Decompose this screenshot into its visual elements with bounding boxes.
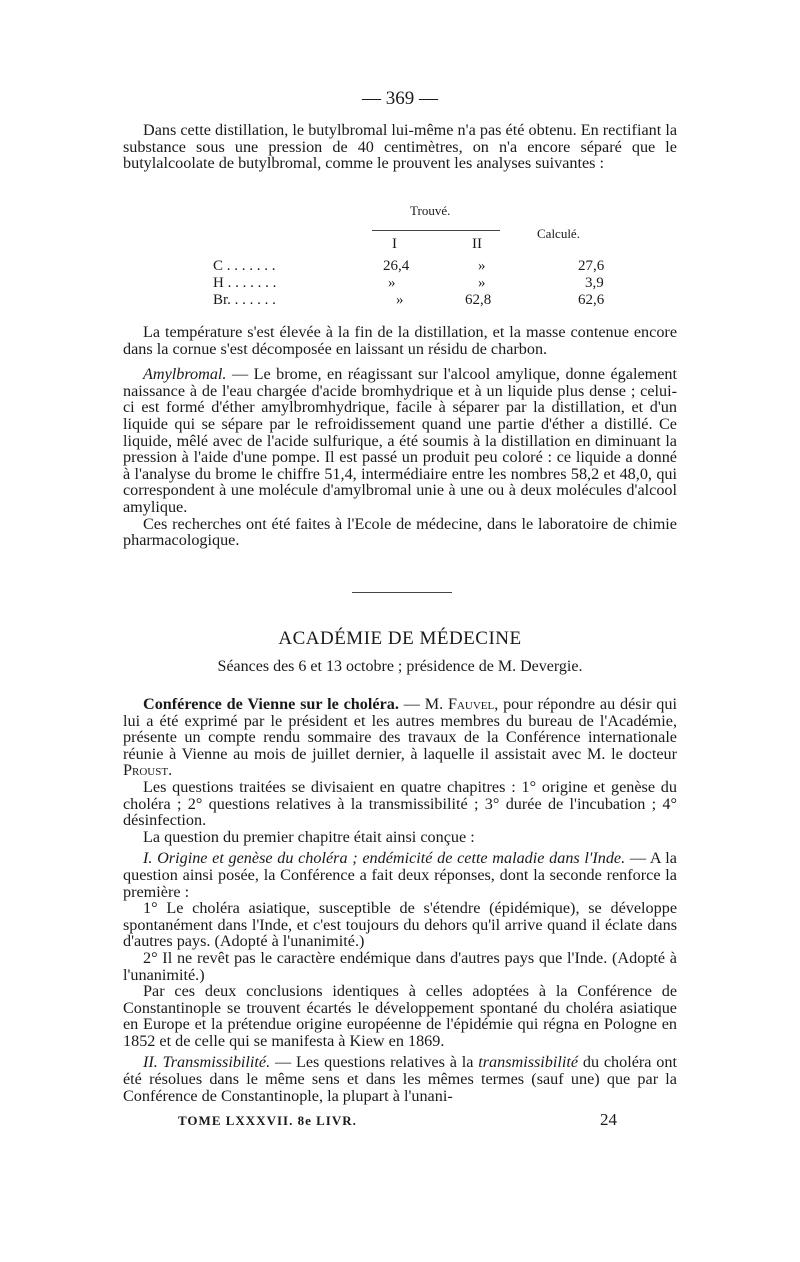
table-cell: 3,9	[585, 275, 604, 291]
footer-volume: TOME LXXXVII. 8e LIVR.	[178, 1113, 357, 1128]
intro-paragraph	[123, 122, 677, 172]
transmissibility-heading: II. Transmissibilité.	[143, 1053, 271, 1072]
conference-text: — M.	[398, 695, 448, 713]
section-title: ACADÉMIE DE MÉDECINE	[278, 628, 522, 649]
section-divider	[352, 592, 452, 593]
table-cell: »	[388, 275, 396, 291]
amylbromal-text: — Le brome, en réagissant sur l'alcool amylique, donne également naissance à de l'eau chargée d'acide bromhydrique et à un liquide plus dense ; celui-ci est formé d'éther amylbromhydrique, facile à séparer par la distillation, et d'un liquide qui se sépare par le refroidissement quand une partie d'éther a distillé. Ce liquide, mêlé avec de l'acide sulfurique, a été soumis à la distillation en diminuant la pression à l'aide d'une pompe. Il est passé un produit peu coloré : ce liquide a donné à l'analyse du brome le chiffre 51,4, intermédiaire entre les nombres 58,2 et 48,0, qui correspondent à une molécule d'amylbromal unie à une ou à deux molécules d'alcool amylique.	[123, 365, 677, 516]
section-subtitle: Séances des 6 et 13 octobre ; présidence de M. Devergie.	[217, 658, 583, 675]
origin-text: — A la question ainsi posée, la Conférence a fait deux réponses, dont la seconde renforce la première :	[123, 849, 677, 901]
transmissibility-text: — Les questions relatives à la	[270, 1053, 479, 1072]
page-number: — 369 —	[362, 88, 438, 109]
conference-text: .	[168, 761, 173, 780]
conference-section	[123, 696, 677, 1104]
table-cell: 26,4	[383, 258, 410, 274]
conclusions-paragraph: Par ces deux conclusions identiques à celles adoptées à la Conférence de Constantinople se trouvent écartés le développement spontané du choléra asiatique en Europe et la prétendue origine européenne de l'épidémie qui régna en Pologne en 1852 et de celle qui se manifesta à Kiew en 1869.	[123, 982, 677, 1050]
recherches-paragraph: Ces recherches ont été faites à l'Ecole de médecine, dans le laboratoire de chimie pharmacologique.	[123, 514, 677, 550]
conference-intro	[123, 696, 677, 779]
amylbromal-paragraph	[123, 366, 677, 515]
table-col-2: II	[472, 236, 482, 252]
questions-paragraph: Les questions traitées se divisaient en quatre chapitres : 1° origine et genèse du choléra ; 2° questions relatives à la transmissibilité ; 3° durée de l'incubation ; 4° désinfection.	[123, 777, 677, 830]
body-paragraphs	[123, 324, 677, 549]
conclusion-2: 2° Il ne revêt pas le caractère endémique dans d'autres pays que l'Inde. (Adopté à l'unanimité.)	[123, 948, 677, 984]
table-col-1: I	[392, 236, 397, 252]
origin-paragraph	[123, 850, 677, 900]
table-brace	[372, 230, 500, 231]
table-cell: »	[478, 258, 486, 274]
table-cell: »	[478, 275, 486, 291]
table-row-label: Br. . . . . . .	[213, 292, 276, 308]
author-fauvel: Fauvel	[447, 695, 495, 713]
table-header-calc: Calculé.	[537, 226, 580, 241]
conference-text: , pour répondre au désir qui lui a été exprimé par le président et les autres membres du bureau de l'Académie, présente un compte rendu sommaire des travaux de la Conférence internationale réunie à Vienne au mois de juillet dernier, à laquelle il assistait avec M. le docteur	[123, 695, 677, 763]
transmissibility-term: transmissibilité	[478, 1053, 579, 1072]
table-row-label: C . . . . . . .	[213, 258, 276, 274]
table-row-label: H . . . . . . .	[213, 275, 277, 291]
signature-number: 24	[600, 1110, 617, 1129]
table-cell: 27,6	[578, 258, 605, 274]
table-header-found: Trouvé.	[410, 203, 451, 218]
amylbromal-term: Amylbromal.	[143, 365, 227, 384]
table-cell: 62,6	[578, 292, 605, 308]
transmissibility-paragraph	[123, 1054, 677, 1104]
transmissibility-text: du choléra ont été résolues dans le même sens et dans les mêmes termes (sauf une) que par la Conférence de Constantinople, la plupart à l'unani-	[123, 1053, 677, 1105]
table-cell: »	[396, 292, 404, 308]
temperature-paragraph: La température s'est élevée à la fin de la distillation, et la masse contenue encore dans la cornue s'est décomposée en laissant un résidu de charbon.	[123, 323, 677, 358]
table-cell: 62,8	[465, 292, 492, 308]
conference-heading: Conférence de Vienne sur le choléra.	[143, 695, 399, 713]
origin-heading: I. Origine et genèse du choléra ; endémicité de cette maladie dans l'Inde.	[143, 849, 626, 868]
intro-text: Dans cette distillation, le butylbromal lui-même n'a pas été obtenu. En rectifiant la substance sous une pression de 40 centimètres, on n'a encore séparé que le butylalcoolate de butylbromal, comme le prouvent les analyses suivantes :	[123, 121, 677, 173]
question-intro: La question du premier chapitre était ainsi conçue :	[143, 827, 475, 846]
conclusion-1: 1° Le choléra asiatique, susceptible de s'étendre (épidémique), se développe spontanément dans l'Inde, et c'est toujours du dehors qu'il arrive quand il éclate dans d'autres pays. (Adopté à l'unanimité.)	[123, 899, 677, 951]
author-proust: Proust	[123, 761, 169, 780]
